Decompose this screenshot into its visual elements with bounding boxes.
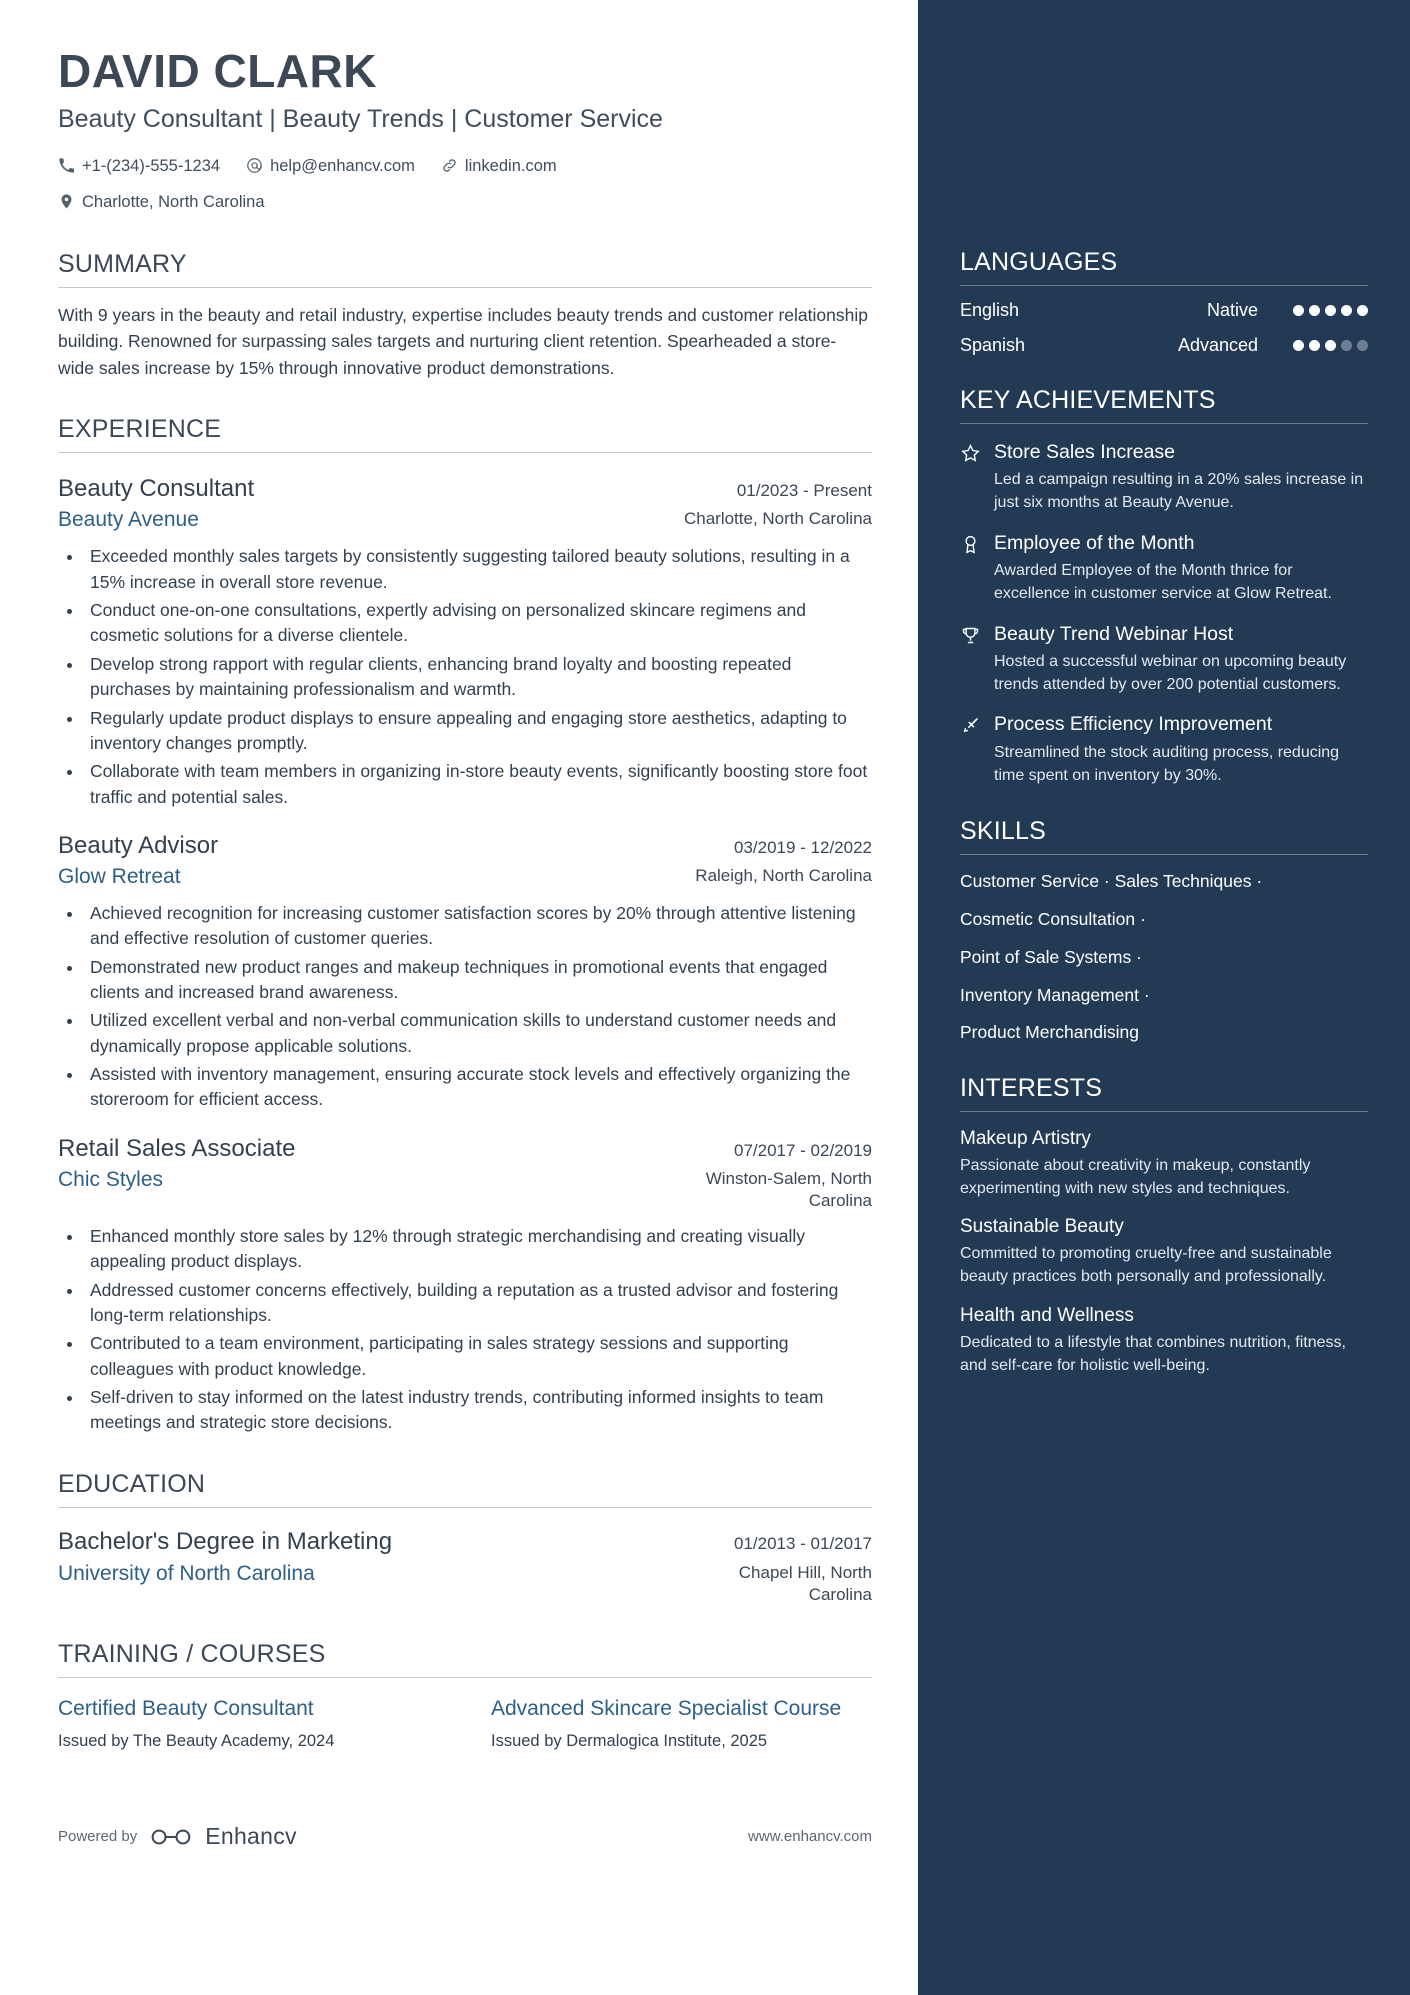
medal-icon <box>960 531 982 606</box>
rating-dot <box>1325 305 1336 316</box>
sidebar <box>918 0 1410 1995</box>
star-icon <box>960 440 982 515</box>
skill-item: Customer Service · Sales Techniques · <box>960 871 1263 892</box>
interest-item <box>960 1128 1368 1200</box>
interest-item <box>960 1216 1368 1288</box>
brand-block <box>58 1823 297 1850</box>
training-name: Advanced Skincare Specialist Course <box>491 1696 842 1720</box>
interest-desc: Committed to promoting cruelty-free and sustainable beauty practices both personally and professionally. <box>960 1245 1332 1286</box>
experience-entry <box>58 832 872 1113</box>
achievement-title: Employee of the Month <box>994 531 1195 554</box>
section-summary <box>58 250 872 382</box>
training-list <box>58 1696 872 1751</box>
training-heading: TRAINING / COURSES <box>58 1640 872 1678</box>
powered-by-label: Powered by <box>58 1828 138 1846</box>
language-level: Advanced <box>1177 335 1258 355</box>
rating-dot <box>1293 305 1304 316</box>
job-location: Winston-Salem, North Carolina <box>705 1168 872 1210</box>
contact-phone-text: +1-(234)-555-1234 <box>82 156 221 175</box>
interest-item <box>960 1305 1368 1377</box>
rating-dot <box>1341 340 1352 351</box>
rating-dot <box>1357 340 1368 351</box>
skill-item: Cosmetic Consultation · <box>960 909 1146 929</box>
website-url[interactable]: www.enhancv.com <box>748 1828 872 1846</box>
job-bullets <box>58 544 872 810</box>
job-location: Charlotte, North Carolina <box>683 509 872 529</box>
training-entry <box>58 1696 439 1751</box>
job-bullet: • Demonstrated new product ranges and makeup techniques in promotional events that engaged clients and increased brand awareness. <box>84 955 872 1006</box>
job-bullet: • Conduct one-on-one consultations, expertly advising on personalized skincare regimens and cosmetic solutions for a diverse clientele. <box>84 598 872 649</box>
contact-email-text: help@enhancv.com <box>270 156 415 175</box>
enhancv-logo-icon <box>149 1826 193 1848</box>
interests-heading: INTERESTS <box>960 1074 1368 1112</box>
interest-title: Makeup Artistry <box>960 1128 1091 1149</box>
job-bullets <box>58 1224 872 1436</box>
languages-heading: LANGUAGES <box>960 248 1368 286</box>
trophy-icon <box>960 622 982 697</box>
contact-phone <box>58 152 220 180</box>
training-entry <box>491 1696 872 1751</box>
achievement-title: Beauty Trend Webinar Host <box>994 622 1234 645</box>
achievement-title: Store Sales Increase <box>994 441 1176 463</box>
rating-dot <box>1309 305 1320 316</box>
education-location: Chapel Hill, North Carolina <box>738 1562 872 1604</box>
sidebar-section-achievements <box>960 386 1368 787</box>
job-bullet: • Achieved recognition for increasing customer satisfaction scores by 20% through attentive listening and effective resolution of customer queries. <box>84 901 872 952</box>
job-title: Beauty Consultant <box>58 475 255 503</box>
section-training <box>58 1640 872 1751</box>
rating-dot <box>1357 305 1368 316</box>
education-degree: Bachelor's Degree in Marketing <box>58 1527 393 1555</box>
job-bullets <box>58 901 872 1113</box>
job-bullet: • Exceeded monthly sales targets by consistently suggesting tailored beauty solutions, resulting in a 15% increase in overall store revenue. <box>84 544 872 595</box>
job-bullet: • Self-driven to stay informed on the latest industry trends, contributing informed insights to team meetings and strategic store decisions. <box>84 1385 872 1436</box>
achievement-title: Process Efficiency Improvement <box>994 713 1273 736</box>
achievements-heading: KEY ACHIEVEMENTS <box>960 386 1368 424</box>
job-bullet: • Utilized excellent verbal and non-verbal communication skills to understand customer needs and dynamically propose applicable solutions. <box>84 1008 872 1059</box>
achievement-item <box>960 531 1368 606</box>
education-entry <box>58 1528 872 1606</box>
achievement-item <box>960 712 1368 787</box>
interest-title: Sustainable Beauty <box>960 1216 1124 1238</box>
language-rating <box>1272 340 1368 351</box>
experience-entry <box>58 1135 872 1436</box>
experience-entry <box>58 475 872 810</box>
achievement-desc: Awarded Employee of the Month thrice for excellence in customer service at Glow Retreat. <box>994 562 1332 602</box>
link-icon <box>441 157 458 174</box>
rating-dot <box>1325 340 1336 351</box>
contact-email[interactable] <box>246 152 415 180</box>
language-name: English <box>960 300 1020 320</box>
job-location: Raleigh, North Carolina <box>695 865 872 885</box>
skill-item: Product Merchandising <box>960 1022 1139 1043</box>
achievement-item <box>960 440 1368 515</box>
education-heading: EDUCATION <box>58 1470 872 1508</box>
training-issuer: Issued by Dermalogica Institute, 2025 <box>491 1732 768 1751</box>
job-bullet: • Addressed customer concerns effectively, building a reputation as a trusted advisor and fostering long-term relationships. <box>84 1278 872 1329</box>
contact-linkedin-text: linkedin.com <box>464 156 557 175</box>
achievement-desc: Hosted a successful webinar on upcoming beauty trends attended by over 200 potential customers. <box>994 653 1347 693</box>
job-dates: 01/2023 - Present <box>736 481 872 501</box>
job-title: Beauty Advisor <box>58 832 219 860</box>
section-experience <box>58 415 872 1435</box>
experience-heading: EXPERIENCE <box>58 415 872 453</box>
job-dates: 07/2017 - 02/2019 <box>733 1140 872 1160</box>
interest-title: Health and Wellness <box>960 1304 1134 1326</box>
candidate-headline: Beauty Consultant | Beauty Trends | Customer Service <box>58 104 663 133</box>
skills-heading: SKILLS <box>960 817 1368 855</box>
contact-bar <box>58 152 872 216</box>
language-row <box>960 335 1368 356</box>
training-name: Certified Beauty Consultant <box>58 1696 314 1720</box>
education-school: University of North Carolina <box>58 1561 315 1585</box>
achievement-desc: Led a campaign resulting in a 20% sales increase in just six months at Beauty Avenue. <box>994 471 1364 512</box>
achievement-item <box>960 622 1368 697</box>
skill-item: Inventory Management · <box>960 984 1150 1005</box>
contact-location-text: Charlotte, North Carolina <box>82 192 265 211</box>
job-bullet: • Regularly update product displays to ensure appealing and engaging store aesthetics, adapting to inventory changes promptly. <box>84 706 872 757</box>
job-dates: 03/2019 - 12/2022 <box>733 838 872 858</box>
candidate-name: DAVID CLARK <box>58 45 377 97</box>
job-bullet: • Collaborate with team members in organizing in-store beauty events, significantly boosting store foot traffic and potential sales. <box>84 759 872 810</box>
language-name: Spanish <box>960 335 1026 355</box>
brand-name: Enhancv <box>205 1823 297 1850</box>
page-title <box>58 46 872 134</box>
language-level: Native <box>1206 300 1258 320</box>
email-icon <box>246 157 263 174</box>
interest-desc: Passionate about creativity in makeup, constantly experimenting with new styles and techniques. <box>960 1157 1311 1197</box>
skill-item: Point of Sale Systems · <box>960 946 1142 967</box>
interest-desc: Dedicated to a lifestyle that combines nutrition, fitness, and self-care for holistic well-being. <box>960 1333 1346 1374</box>
section-education <box>58 1470 872 1606</box>
achievement-desc: Streamlined the stock auditing process, reducing time spent on inventory by 30%. <box>994 743 1340 784</box>
education-dates: 01/2013 - 01/2017 <box>733 1533 872 1553</box>
sidebar-section-interests <box>960 1074 1368 1377</box>
training-issuer: Issued by The Beauty Academy, 2024 <box>58 1732 335 1751</box>
rating-dot <box>1341 305 1352 316</box>
sidebar-section-languages <box>960 248 1368 356</box>
page-footer <box>58 1823 872 1890</box>
job-title: Retail Sales Associate <box>58 1134 296 1162</box>
rating-dot <box>1293 340 1304 351</box>
summary-text: With 9 years in the beauty and retail industry, expertise includes beauty trends and customer relationship building. Renowned for surpassing sales targets and nurturing client retention. Spearheaded a store-wide sales increase by 15% through innovative product demonstrations. <box>58 304 868 378</box>
contact-linkedin[interactable] <box>441 152 557 180</box>
job-company: Beauty Avenue <box>58 508 199 532</box>
job-bullet: • Enhanced monthly store sales by 12% through strategic merchandising and creating visually appealing product displays. <box>84 1224 872 1275</box>
phone-icon <box>58 157 75 174</box>
sidebar-section-skills <box>960 817 1368 1044</box>
job-bullet: • Contributed to a team environment, participating in sales strategy sessions and supporting colleagues with product knowledge. <box>84 1331 872 1382</box>
language-row <box>960 300 1368 321</box>
language-rating <box>1272 305 1368 316</box>
rocket-icon <box>960 712 982 787</box>
job-bullet: • Assisted with inventory management, ensuring accurate stock levels and effectively organizing the storeroom for efficient access. <box>84 1062 872 1113</box>
job-company: Chic Styles <box>58 1167 164 1191</box>
contact-location <box>58 188 265 216</box>
rating-dot <box>1309 340 1320 351</box>
job-company: Glow Retreat <box>58 864 181 888</box>
job-bullet: • Develop strong rapport with regular clients, enhancing brand loyalty and boosting repeated purchases by maintaining professionalism and warmth. <box>84 652 872 703</box>
summary-heading: SUMMARY <box>58 250 872 288</box>
location-pin-icon <box>58 193 75 210</box>
